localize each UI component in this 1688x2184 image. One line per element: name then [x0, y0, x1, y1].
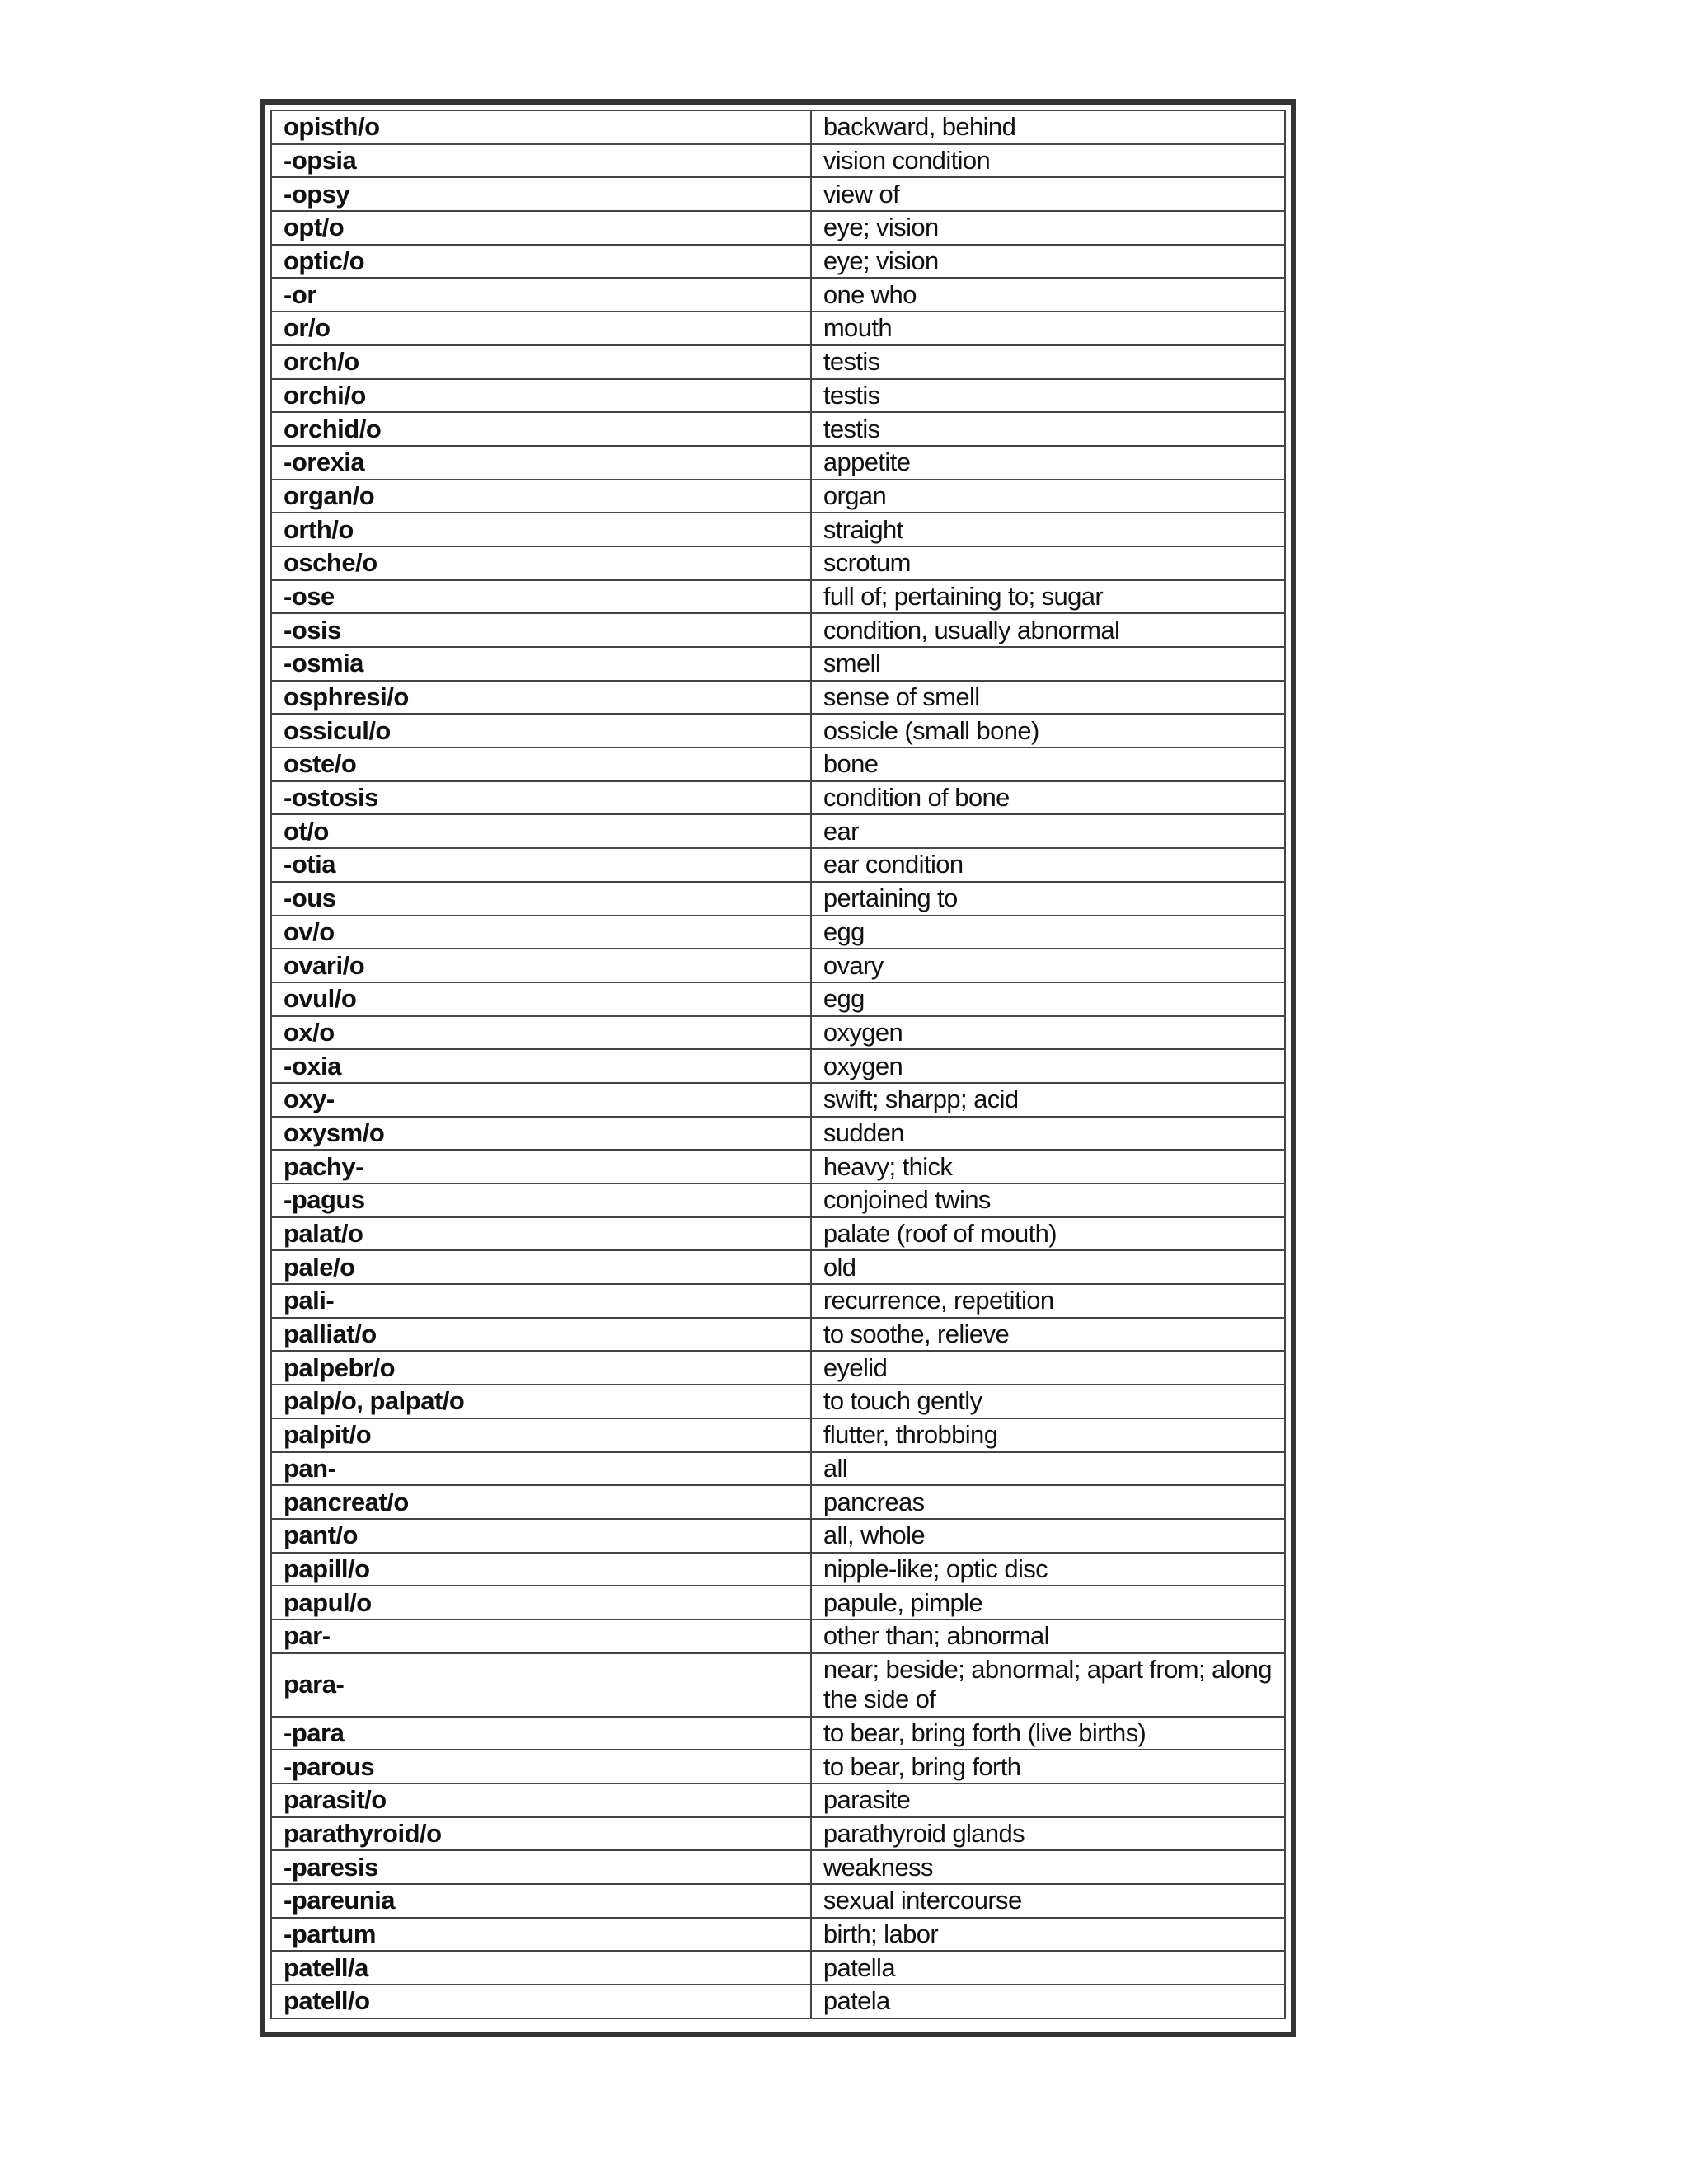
term-cell: -orexia: [271, 446, 811, 480]
term-cell: palpit/o: [271, 1418, 811, 1452]
term-cell: para-: [271, 1653, 811, 1717]
table-row: [271, 1653, 1285, 1717]
meaning-cell: eye; vision: [811, 211, 1285, 245]
meaning-cell: pancreas: [811, 1485, 1285, 1519]
table-row: [271, 1750, 1285, 1783]
term-cell: -osis: [271, 613, 811, 647]
term-cell: oxysm/o: [271, 1117, 811, 1151]
table-row: [271, 982, 1285, 1016]
glossary-table: [270, 110, 1286, 2019]
table-row: [271, 1586, 1285, 1619]
table-row: [271, 177, 1285, 211]
table-row: [271, 379, 1285, 413]
table-row: [271, 245, 1285, 279]
meaning-cell: mouth: [811, 312, 1285, 345]
term-cell: pale/o: [271, 1250, 811, 1284]
meaning-cell: testis: [811, 345, 1285, 379]
term-cell: -pagus: [271, 1183, 811, 1217]
term-cell: ovari/o: [271, 949, 811, 982]
meaning-cell: ossicle (small bone): [811, 714, 1285, 748]
meaning-cell: condition, usually abnormal: [811, 613, 1285, 647]
meaning-cell: ear: [811, 814, 1285, 848]
meaning-cell: to soothe, relieve: [811, 1318, 1285, 1352]
meaning-cell: condition of bone: [811, 781, 1285, 815]
meaning-cell: one who: [811, 278, 1285, 312]
meaning-cell: pertaining to: [811, 882, 1285, 916]
meaning-cell: eyelid: [811, 1351, 1285, 1385]
term-cell: ot/o: [271, 814, 811, 848]
table-row: [271, 144, 1285, 178]
term-cell: oste/o: [271, 748, 811, 781]
term-cell: -ostosis: [271, 781, 811, 815]
table-row: [271, 513, 1285, 546]
term-cell: -parous: [271, 1750, 811, 1783]
table-row: [271, 916, 1285, 949]
table-row: [271, 1183, 1285, 1217]
meaning-cell: sexual intercourse: [811, 1884, 1285, 1918]
term-cell: pachy-: [271, 1150, 811, 1183]
meaning-cell: palate (roof of mouth): [811, 1217, 1285, 1251]
term-cell: orchi/o: [271, 379, 811, 413]
meaning-cell: testis: [811, 379, 1285, 413]
term-cell: patell/a: [271, 1951, 811, 1985]
table-row: [271, 1850, 1285, 1884]
term-cell: -ous: [271, 882, 811, 916]
term-cell: pali-: [271, 1284, 811, 1318]
table-row: [271, 814, 1285, 848]
table-row: [271, 681, 1285, 715]
table-row: [271, 312, 1285, 345]
table-row: [271, 1619, 1285, 1653]
table-row: [271, 647, 1285, 681]
table-row: [271, 1717, 1285, 1750]
meaning-cell: heavy; thick: [811, 1150, 1285, 1183]
term-cell: parathyroid/o: [271, 1817, 811, 1851]
meaning-cell: flutter, throbbing: [811, 1418, 1285, 1452]
term-cell: -or: [271, 278, 811, 312]
meaning-cell: oxygen: [811, 1016, 1285, 1050]
table-row: [271, 1150, 1285, 1183]
table-row: [271, 1783, 1285, 1817]
term-cell: -oxia: [271, 1049, 811, 1083]
meaning-cell: all, whole: [811, 1519, 1285, 1553]
term-cell: or/o: [271, 312, 811, 345]
table-row: [271, 546, 1285, 580]
meaning-cell: appetite: [811, 446, 1285, 480]
meaning-cell: near; beside; abnormal; apart from; along the side of: [811, 1653, 1285, 1717]
meaning-cell: vision condition: [811, 144, 1285, 178]
meaning-cell: view of: [811, 177, 1285, 211]
table-row: [271, 1250, 1285, 1284]
term-cell: optic/o: [271, 245, 811, 279]
term-cell: opisth/o: [271, 110, 811, 144]
meaning-cell: full of; pertaining to; sugar: [811, 580, 1285, 614]
meaning-cell: egg: [811, 916, 1285, 949]
meaning-cell: parathyroid glands: [811, 1817, 1285, 1851]
meaning-cell: straight: [811, 513, 1285, 546]
table-row: [271, 949, 1285, 982]
table-row: [271, 1553, 1285, 1586]
table-row: [271, 1485, 1285, 1519]
term-cell: pant/o: [271, 1519, 811, 1553]
meaning-cell: weakness: [811, 1850, 1285, 1884]
table-row: [271, 1884, 1285, 1918]
meaning-cell: ovary: [811, 949, 1285, 982]
term-cell: pan-: [271, 1452, 811, 1486]
meaning-cell: backward, behind: [811, 110, 1285, 144]
meaning-cell: nipple-like; optic disc: [811, 1553, 1285, 1586]
table-row: [271, 1217, 1285, 1251]
term-cell: ovul/o: [271, 982, 811, 1016]
term-cell: orth/o: [271, 513, 811, 546]
table-row: [271, 580, 1285, 614]
table-row: [271, 278, 1285, 312]
term-cell: patell/o: [271, 1985, 811, 2018]
meaning-cell: to touch gently: [811, 1385, 1285, 1418]
table-row: [271, 480, 1285, 513]
table-row: [271, 613, 1285, 647]
meaning-cell: patela: [811, 1985, 1285, 2018]
term-cell: palliat/o: [271, 1318, 811, 1352]
meaning-cell: all: [811, 1452, 1285, 1486]
term-cell: pancreat/o: [271, 1485, 811, 1519]
table-row: [271, 1318, 1285, 1352]
meaning-cell: recurrence, repetition: [811, 1284, 1285, 1318]
meaning-cell: sudden: [811, 1117, 1285, 1151]
table-row: [271, 748, 1285, 781]
meaning-cell: oxygen: [811, 1049, 1285, 1083]
table-row: [271, 1452, 1285, 1486]
term-cell: osche/o: [271, 546, 811, 580]
meaning-cell: papule, pimple: [811, 1586, 1285, 1619]
table-row: [271, 446, 1285, 480]
meaning-cell: to bear, bring forth: [811, 1750, 1285, 1783]
table-row: [271, 1418, 1285, 1452]
term-cell: parasit/o: [271, 1783, 811, 1817]
table-row: [271, 110, 1285, 144]
table-row: [271, 1817, 1285, 1851]
meaning-cell: egg: [811, 982, 1285, 1016]
table-row: [271, 1117, 1285, 1151]
term-cell: organ/o: [271, 480, 811, 513]
term-cell: papul/o: [271, 1586, 811, 1619]
table-row: [271, 1951, 1285, 1985]
term-cell: par-: [271, 1619, 811, 1653]
term-cell: -para: [271, 1717, 811, 1750]
glossary-table-frame: [260, 99, 1296, 2037]
table-row: [271, 345, 1285, 379]
meaning-cell: birth; labor: [811, 1918, 1285, 1952]
term-cell: ov/o: [271, 916, 811, 949]
meaning-cell: sense of smell: [811, 681, 1285, 715]
table-row: [271, 1519, 1285, 1553]
table-row: [271, 211, 1285, 245]
table-row: [271, 1049, 1285, 1083]
meaning-cell: conjoined twins: [811, 1183, 1285, 1217]
term-cell: orch/o: [271, 345, 811, 379]
term-cell: -pareunia: [271, 1884, 811, 1918]
table-row: [271, 1083, 1285, 1117]
table-row: [271, 1918, 1285, 1952]
meaning-cell: other than; abnormal: [811, 1619, 1285, 1653]
table-row: [271, 1284, 1285, 1318]
term-cell: -paresis: [271, 1850, 811, 1884]
term-cell: orchid/o: [271, 412, 811, 446]
meaning-cell: to bear, bring forth (live births): [811, 1717, 1285, 1750]
meaning-cell: bone: [811, 748, 1285, 781]
term-cell: -osmia: [271, 647, 811, 681]
meaning-cell: scrotum: [811, 546, 1285, 580]
term-cell: -opsy: [271, 177, 811, 211]
meaning-cell: swift; sharpp; acid: [811, 1083, 1285, 1117]
term-cell: -opsia: [271, 144, 811, 178]
table-row: [271, 412, 1285, 446]
table-row: [271, 1016, 1285, 1050]
term-cell: -otia: [271, 848, 811, 882]
term-cell: palat/o: [271, 1217, 811, 1251]
meaning-cell: smell: [811, 647, 1285, 681]
term-cell: ox/o: [271, 1016, 811, 1050]
glossary-table-body: [271, 110, 1285, 2018]
meaning-cell: testis: [811, 412, 1285, 446]
table-row: [271, 1385, 1285, 1418]
table-row: [271, 1351, 1285, 1385]
table-row: [271, 714, 1285, 748]
table-row: [271, 848, 1285, 882]
meaning-cell: ear condition: [811, 848, 1285, 882]
meaning-cell: organ: [811, 480, 1285, 513]
meaning-cell: parasite: [811, 1783, 1285, 1817]
term-cell: papill/o: [271, 1553, 811, 1586]
term-cell: ossicul/o: [271, 714, 811, 748]
meaning-cell: old: [811, 1250, 1285, 1284]
term-cell: palp/o, palpat/o: [271, 1385, 811, 1418]
term-cell: oxy-: [271, 1083, 811, 1117]
term-cell: opt/o: [271, 211, 811, 245]
table-row: [271, 882, 1285, 916]
table-row: [271, 781, 1285, 815]
term-cell: -ose: [271, 580, 811, 614]
table-row: [271, 1985, 1285, 2018]
meaning-cell: eye; vision: [811, 245, 1285, 279]
term-cell: -partum: [271, 1918, 811, 1952]
term-cell: palpebr/o: [271, 1351, 811, 1385]
meaning-cell: patella: [811, 1951, 1285, 1985]
term-cell: osphresi/o: [271, 681, 811, 715]
